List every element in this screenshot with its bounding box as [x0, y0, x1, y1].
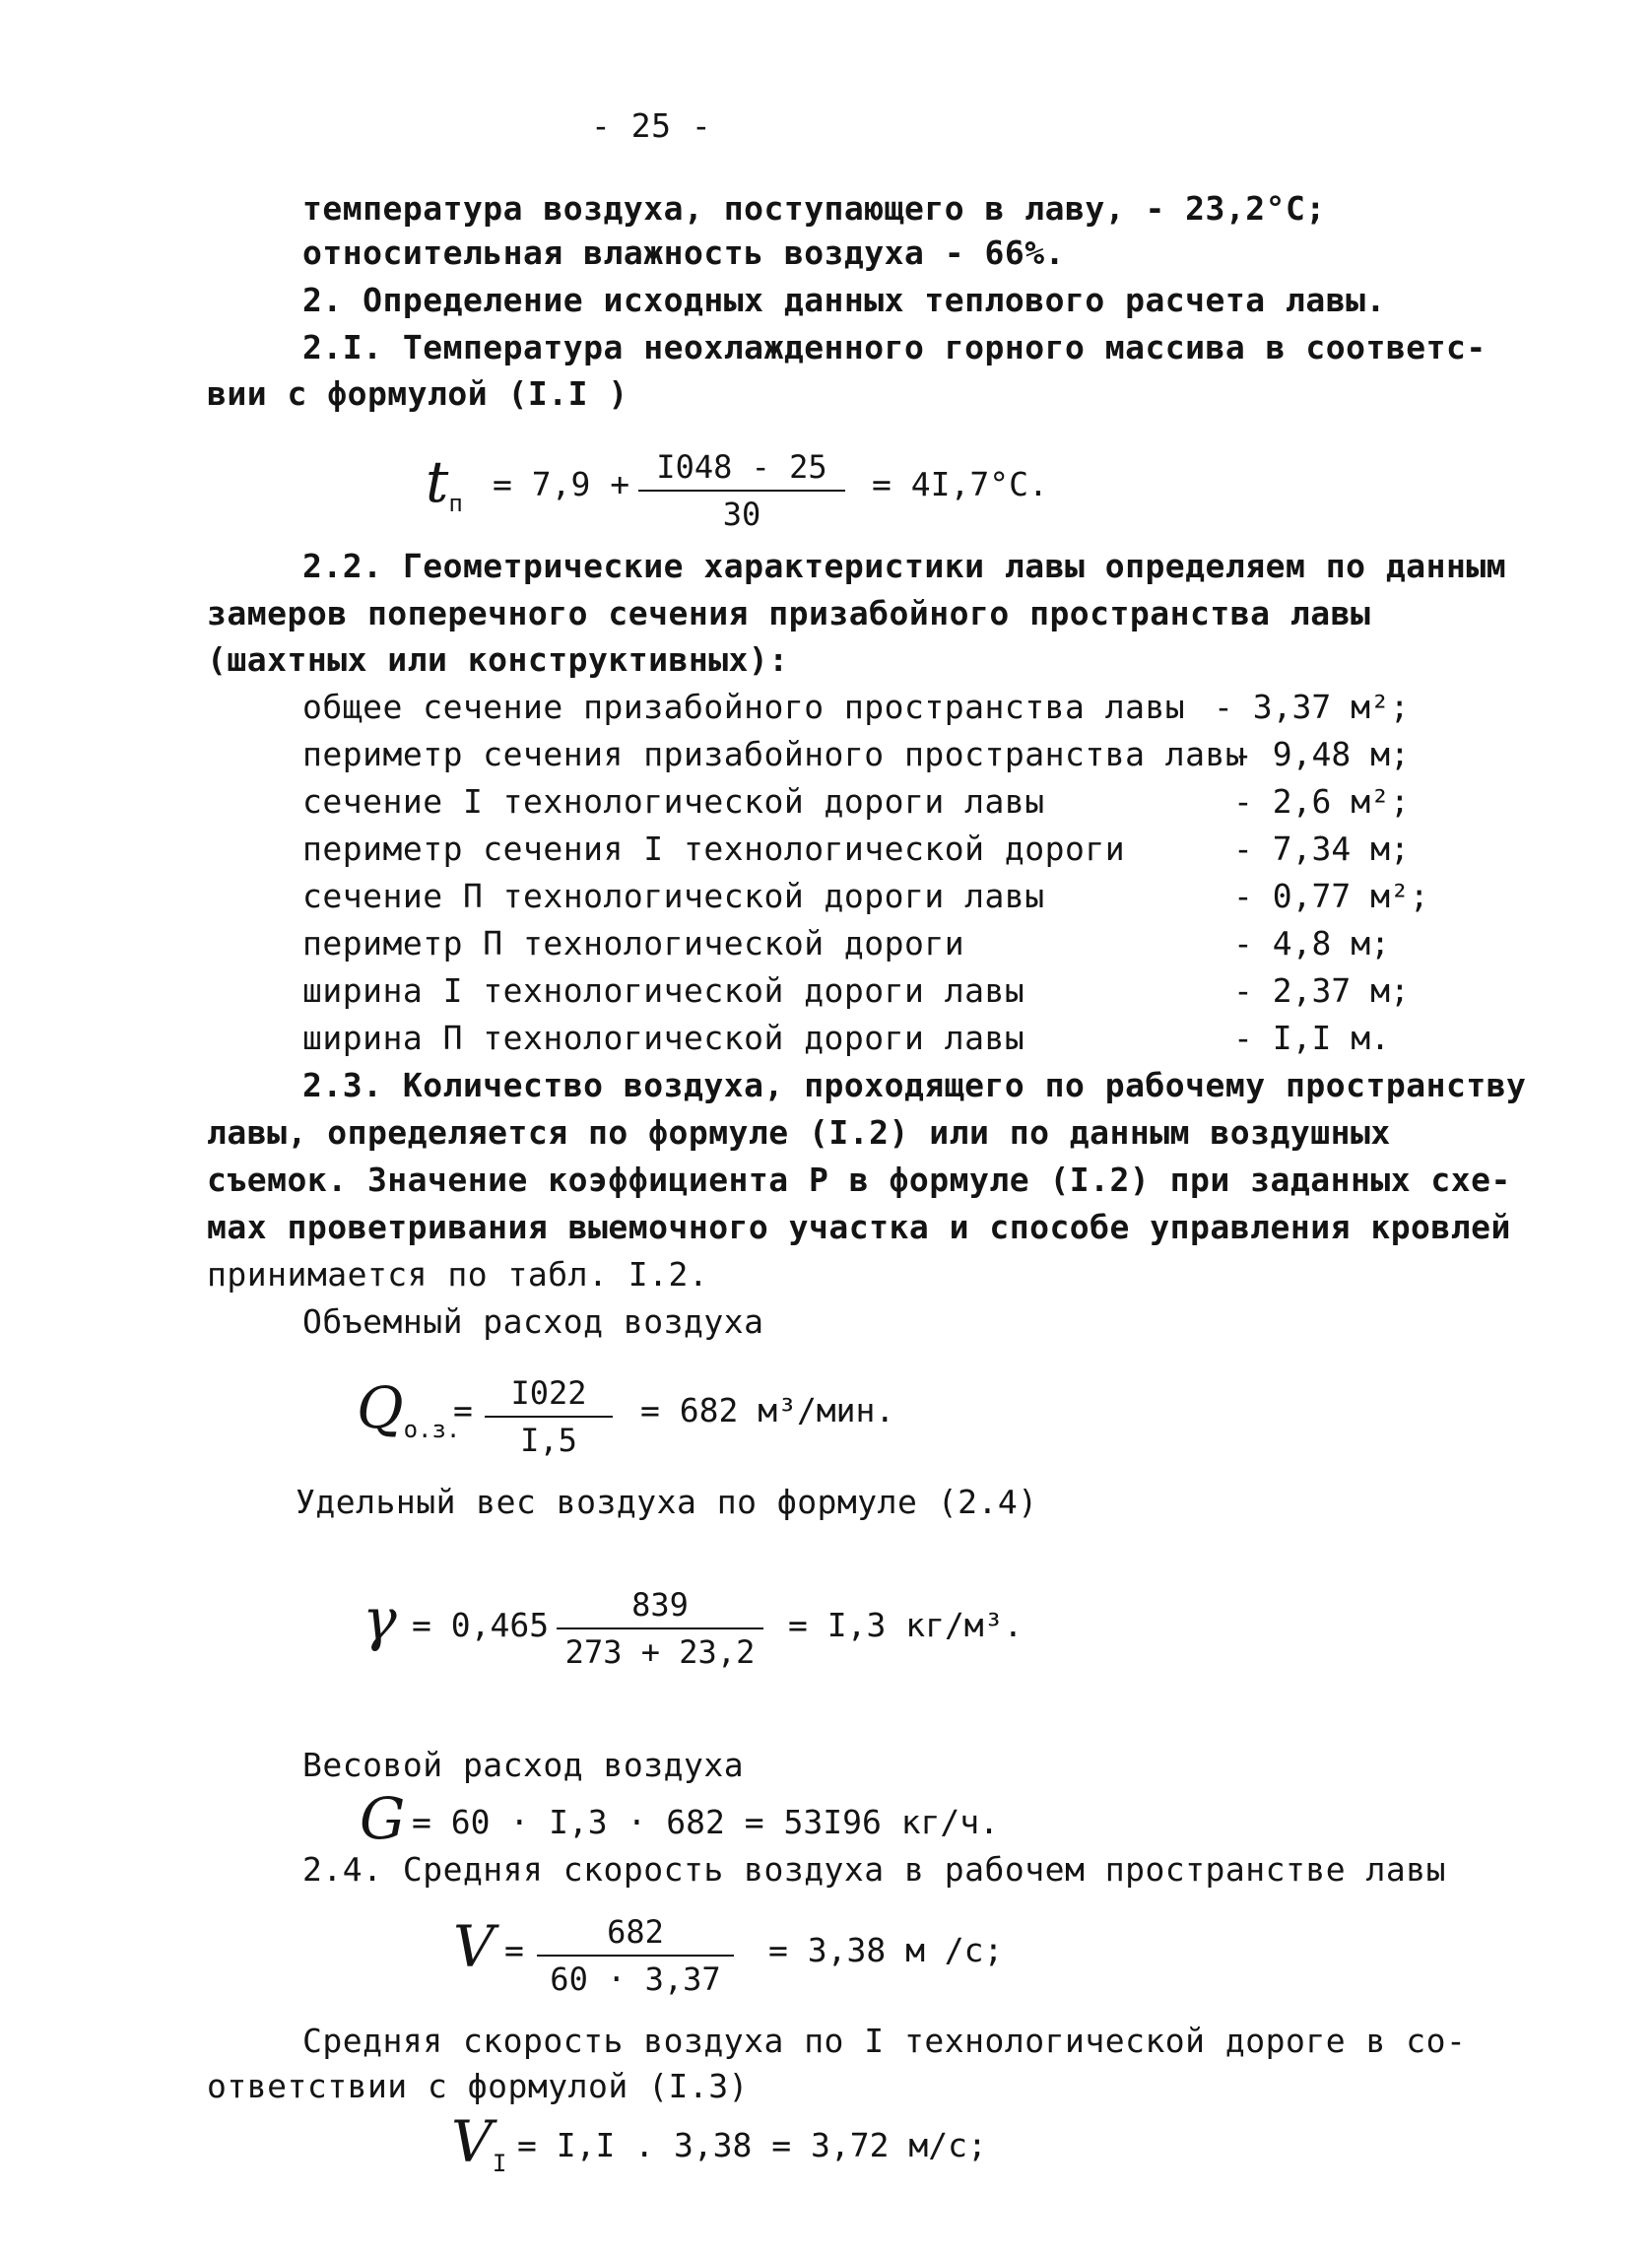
s23-line-5: принимается по табл. I.2.	[207, 1255, 709, 1294]
formula-weight	[360, 1785, 405, 1852]
s22-line-3: (шахтных или конструктивных):	[207, 640, 789, 679]
formula-speed-denominator: 60 · 3,37	[550, 1960, 721, 1998]
formula-speed1-expr: = I,I . 3,38 = 3,72 м/с;	[517, 2126, 987, 2164]
formula-specific-result: = I,3 кг/м³.	[788, 1606, 1024, 1644]
formula-speed-fraction	[537, 1913, 734, 1998]
param-label: ширина I технологической дороги лавы	[302, 971, 1025, 1010]
formula-volume	[357, 1374, 460, 1443]
formula-tn-symbol: t	[426, 448, 449, 515]
param-value: - 3,37 м²;	[1214, 688, 1410, 726]
formula-weight-symbol: G	[360, 1785, 406, 1852]
param-value: - 9,48 м;	[1233, 735, 1410, 773]
volume-label: Объемный расход воздуха	[302, 1302, 764, 1341]
formula-speed1	[451, 2108, 506, 2177]
s21-line-1: 2.I. Температура неохлажденного горного массива в соответс-	[302, 328, 1487, 366]
s22-line-2: замеров поперечного сечения призабойного пространства лавы	[207, 594, 1371, 632]
param-value: - 7,34 м;	[1233, 830, 1410, 868]
section-2-heading: 2. Определение исходных данных теплового расчета лавы.	[302, 281, 1386, 319]
formula-specific-symbol: γ	[363, 1586, 397, 1653]
formula-speed-numerator: 682	[537, 1913, 734, 1957]
formula-specific-numerator: 839	[557, 1586, 763, 1629]
param-label: сечение I технологической дороги лавы	[302, 782, 1045, 821]
formula-speed	[453, 1913, 495, 1980]
formula-speed1-sub: I	[492, 2150, 507, 2177]
s24-line-2: Средняя скорость воздуха по I технологической дороге в со-	[302, 2022, 1467, 2060]
formula-tn-numerator: I048 - 25	[638, 448, 845, 492]
s23-line-1: 2.3. Количество воздуха, проходящего по рабочему пространству	[302, 1066, 1527, 1104]
param-label: периметр П технологической дороги	[302, 924, 965, 963]
s23-line-4: мах проветривания выемочного участка и способе управления кровлей	[207, 1208, 1511, 1246]
formula-volume-denominator: I,5	[520, 1422, 577, 1459]
formula-speed-result: = 3,38 м /с;	[768, 1931, 1004, 1969]
formula-volume-fraction	[485, 1374, 613, 1459]
formula-speed-symbol: V	[453, 1913, 495, 1980]
formula-weight-expr: = 60 · I,3 · 682 = 53I96 кг/ч.	[412, 1803, 1000, 1841]
formula-speed1-symbol: V	[451, 2108, 493, 2175]
formula-specific-eq: = 0,465	[412, 1606, 550, 1644]
param-value: - 0,77 м²;	[1233, 877, 1429, 915]
param-value: - 2,37 м;	[1233, 971, 1410, 1010]
param-label: ширина П технологической дороги лавы	[302, 1019, 1025, 1057]
formula-specific	[363, 1586, 397, 1653]
formula-speed-eq: =	[504, 1931, 524, 1969]
formula-volume-result: = 682 м³/мин.	[640, 1391, 895, 1429]
formula-tn-sub: п	[448, 490, 463, 517]
s23-line-3: съемок. Значение коэффициента Р в формуле (I.2) при заданных схе-	[207, 1161, 1511, 1199]
formula-tn-denominator: 30	[722, 496, 761, 533]
specific-weight-label: Удельный вес воздуха по формуле (2.4)	[296, 1483, 1038, 1521]
s21-line-2: вии с формулой (I.I )	[207, 374, 628, 413]
param-value: - 4,8 м;	[1233, 924, 1390, 963]
formula-volume-symbol: Q	[357, 1374, 404, 1441]
formula-volume-sub: о.з.	[403, 1416, 461, 1443]
param-value: - I,I м.	[1233, 1019, 1390, 1057]
weight-flow-label: Весовой расход воздуха	[302, 1746, 745, 1784]
param-label: периметр сечения I технологической дороги	[302, 830, 1126, 868]
param-label: сечение П технологической дороги лавы	[302, 877, 1045, 915]
s23-line-2: лавы, определяется по формуле (I.2) или по данным воздушных	[207, 1113, 1391, 1152]
intro-line-1: температура воздуха, поступающего в лаву, - 23,2°С;	[302, 189, 1326, 228]
param-label: периметр сечения призабойного пространства лавы	[302, 735, 1246, 773]
param-value: - 2,6 м²;	[1233, 782, 1410, 821]
param-label: общее сечение призабойного пространства лавы	[302, 688, 1186, 726]
intro-line-2: относительная влажность воздуха - 66%.	[302, 233, 1065, 272]
formula-tn-fraction	[638, 448, 845, 533]
formula-volume-eq: =	[453, 1391, 473, 1429]
page-number: - 25 -	[591, 106, 712, 145]
formula-tn	[426, 448, 463, 517]
formula-volume-numerator: I022	[485, 1374, 613, 1418]
formula-tn-lhs: = 7,9 +	[493, 465, 630, 503]
formula-specific-fraction	[557, 1586, 763, 1671]
s24-line-3: ответствии с формулой (I.3)	[207, 2067, 749, 2105]
s24-line-1: 2.4. Средняя скорость воздуха в рабочем пространстве лавы	[302, 1850, 1446, 1889]
formula-specific-denominator: 273 + 23,2	[564, 1633, 756, 1671]
formula-tn-result: = 4I,7°С.	[872, 465, 1048, 503]
s22-line-1: 2.2. Геометрические характеристики лавы определяем по данным	[302, 547, 1507, 585]
